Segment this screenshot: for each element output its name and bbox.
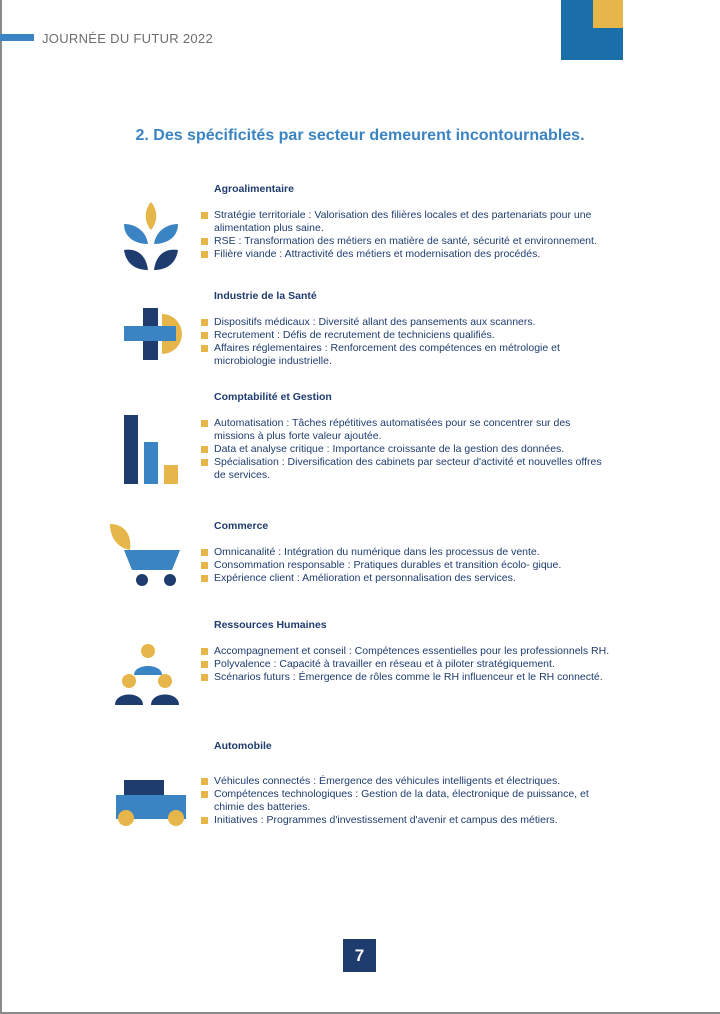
bullet-square-icon (201, 549, 208, 556)
list-item: Initiatives : Programmes d'investissement d'avenir et campus des métiers. (214, 814, 610, 827)
sector-items (214, 316, 610, 368)
sector-title: Automobile (214, 740, 272, 752)
bullet-square-icon (201, 674, 208, 681)
sector-items (214, 775, 610, 827)
sector-title: Comptabilité et Gestion (214, 391, 332, 403)
sector-items (214, 546, 610, 585)
sector-industrie-sante (214, 290, 610, 368)
bullet-square-icon (201, 319, 208, 326)
list-item: Compétences technologiques : Gestion de la data, électronique de puissance, et chimie des batteries. (214, 788, 610, 814)
bullet-square-icon (201, 661, 208, 668)
sector-commerce (214, 520, 610, 585)
bar-chart-icon (124, 415, 180, 485)
sector-title: Agroalimentaire (214, 183, 294, 195)
bullet-square-icon (201, 420, 208, 427)
sector-title: Commerce (214, 520, 269, 532)
bullet-square-icon (201, 778, 208, 785)
bullet-square-icon (201, 238, 208, 245)
sector-title: Industrie de la Santé (214, 290, 317, 302)
list-item: Expérience client : Amélioration et personnalisation des services. (214, 572, 610, 585)
shopping-cart-icon (108, 522, 182, 588)
bullet-square-icon (201, 791, 208, 798)
sector-items (214, 417, 610, 482)
list-item: Automatisation : Tâches répétitives automatisées pour se concentrer sur des missions à plus forte valeur ajoutée. (214, 417, 610, 443)
list-item: Affaires réglementaires : Renforcement des compétences en métrologie et microbiologie industrielle. (214, 342, 610, 368)
car-icon (116, 780, 186, 828)
sector-automobile (214, 740, 610, 827)
list-item: Accompagnement et conseil : Compétences essentielles pour les professionnels RH. (214, 645, 610, 658)
bullet-square-icon (201, 575, 208, 582)
list-item: Data et analyse critique : Importance croissante de la gestion des données. (214, 443, 610, 456)
sector-items (214, 645, 610, 684)
bullet-square-icon (201, 648, 208, 655)
list-item: Polyvalence : Capacité à travailler en réseau et à piloter stratégiquement. (214, 658, 610, 671)
section-title: 2. Des spécificités par secteur demeurent incontournables. (135, 127, 585, 144)
list-item: Filière viande : Attractivité des métiers et modernisation des procédés. (214, 248, 610, 261)
list-item: Dispositifs médicaux : Diversité allant des pansements aux scanners. (214, 316, 610, 329)
people-icon (115, 643, 181, 707)
sector-comptabilite-gestion (214, 391, 610, 482)
sector-ressources-humaines (214, 619, 610, 684)
bullet-square-icon (201, 562, 208, 569)
bullet-square-icon (201, 817, 208, 824)
bullet-square-icon (201, 332, 208, 339)
sector-items (214, 209, 610, 261)
page-number: 7 (343, 939, 376, 972)
header-text: JOURNÉE DU FUTUR 2022 (42, 31, 213, 46)
list-item: Spécialisation : Diversification des cabinets par secteur d'activité et nouvelles offres de services. (214, 456, 610, 482)
sector-agroalimentaire (214, 183, 610, 261)
bullet-square-icon (201, 212, 208, 219)
list-item: Recrutement : Défis de recrutement de techniciens qualifiés. (214, 329, 610, 342)
bullet-square-icon (201, 345, 208, 352)
sector-title: Ressources Humaines (214, 619, 327, 631)
corner-logo (561, 0, 623, 60)
bullet-square-icon (201, 251, 208, 258)
list-item: Stratégie territoriale : Valorisation des filières locales et des partenariats pour une alimentation plus saine. (214, 209, 610, 235)
page-border-left (0, 0, 2, 1014)
wheat-icon (124, 200, 178, 272)
bullet-square-icon (201, 446, 208, 453)
list-item: Véhicules connectés : Émergence des véhicules intelligents et électriques. (214, 775, 610, 788)
bullet-square-icon (201, 459, 208, 466)
list-item: RSE : Transformation des métiers en matière de santé, sécurité et environnement. (214, 235, 610, 248)
list-item: Scénarios futurs : Émergence de rôles comme le RH influenceur et le RH connecté. (214, 671, 610, 684)
medical-cross-icon (124, 308, 184, 362)
header-accent-bar (0, 34, 34, 41)
list-item: Consommation responsable : Pratiques durables et transition écolo- gique. (214, 559, 610, 572)
list-item: Omnicanalité : Intégration du numérique dans les processus de vente. (214, 546, 610, 559)
